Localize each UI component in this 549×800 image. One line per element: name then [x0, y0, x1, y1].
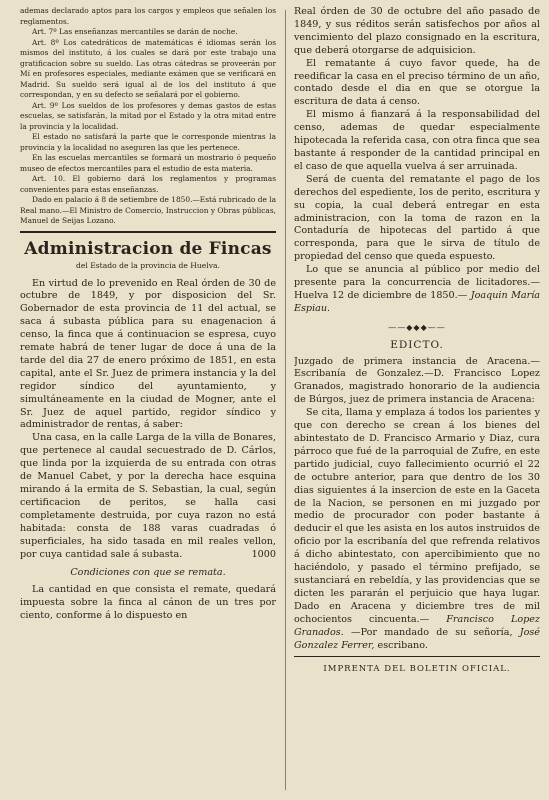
- decree-para: Art. 9º Los sueldos de los profesores y demas gastos de estas escuelas, se satisfarán, la mitad por el Estado y la otra mitad entre la provincia y la localidad.: [20, 100, 276, 131]
- edicto-signature-end: escribano.: [377, 639, 428, 651]
- notice-signature: Joaquin María Espiau.: [294, 289, 540, 314]
- notice-para: Real órden de 30 de octubre del año pasado de 1849, y sus réditos serán satisfechos por años al vencimiento del plazo consignado en la escritura, que deberá otorgarse de adquisicion.: [294, 6, 540, 56]
- ornament-rule: ——◆◆◆——: [388, 322, 446, 332]
- edicto-signature-judge: Francisco Lopez Granados.: [294, 613, 540, 638]
- edicto-body: Se cita, llama y emplaza á todos los parientes y que con derecho se crean á los bienes del abintestato de D. Francisco Armario y Diaz, cura párroco que fué de la parroquial de Zufre, en este partido judicial, cuyo fallecimiento ocurrió el 22 de octubre anterior, para que dentro de los 30 dias siguientes á la insercion de este en la Gaceta de la Nacion, se personen en mi juzgado por medio de procurador con poder bastante á deducir el que les asista en los autos instruidos de oficio por la escribanía del que refrenda relativos á dicho abintestato, con apercibimiento que no haciéndolo, y pasado el término prefijado, se sustanciará en rebeldía, y las providencias que se dicten les pararán el perjuicio que haya lugar. Dado en Aracena y diciembre tres de mil ochocientos cincuenta.—: [294, 407, 540, 625]
- decree-para: En las escuelas mercantiles se formará un mostrario ó pequeño museo de efectos mercantiles para el estudio de esta materia.: [20, 153, 276, 173]
- fincas-notice: [20, 278, 276, 624]
- conditions-title: Condiciones con que se remata.: [70, 567, 226, 579]
- decree-para: Art. 10. El gobierno dará los reglamentos y programas convenientes para estas enseñanzas.: [20, 174, 276, 194]
- property-amount: 1000: [251, 548, 276, 560]
- notice-para: En virtud de lo prevenido en Real órden de 30 de octubre de 1849, y por disposicion del Sr. Gobernador de esta provincia de 11 del actual, se saca á subasta pública para su enagenacion á censo, la finca que á continuacion se espresa, cuyo remate habrá de tener lugar de doce á una de la tarde del dia 27 de enero próximo de 1851, en esta capital, ante el Sr. Juez de primera instancia y la del regidor síndico del ayuntamiento, y simultáneamente en la ciudad de Mogner, ante el Sr. Juez de aquel partido, regidor síndico y administrador de rentas, á saber:: [20, 277, 276, 431]
- footer-rule: [294, 656, 540, 657]
- conditions-para: La cantidad en que consista el remate, quedará impuesta sobre la finca al cánon de un tres por ciento, conforme á lo dispuesto en: [20, 584, 276, 622]
- left-column: [20, 6, 276, 800]
- notice-para: El mismo á fianzará á la responsabilidad del censo, ademas de quedar especialmente hipotecada la referida casa, con otra finca que sea bastante á responder de la cantidad principal en el caso de que aquella vuelva á ser arruinada.: [294, 109, 540, 172]
- section-heading: Administracion de Fincas: [24, 238, 272, 259]
- printer-footer: IMPRENTA DEL BOLETIN OFICIAL.: [323, 664, 511, 675]
- notice-closing: Lo que se anuncia al público por medio del presente para la concurrencia de licitadores.—Huelva 12 de diciembre de 1850.—: [294, 264, 540, 301]
- decree-para: El estado no satisfará la parte que le corresponde mientras la provincia y la localidad no aseguren las que les pertenece.: [20, 132, 276, 152]
- notice-para: Será de cuenta del rematante el pago de los derechos del espediente, los de perito, escritura y su copia, la cual deberá entregar en esta administracion, con la toma de razon en la Contaduría de hipotecas del partido á que corresponda, para que le sirva de título de propiedad del censo que queda espuesto.: [294, 173, 540, 263]
- decree-para: Dado en palacio á 8 de setiembre de 1850.—Está rubricado de la Real mano.—El Ministro de Comercio, Instruccion y Obras públicas, Manuel de Seijas Lozano.: [20, 195, 276, 225]
- fincas-notice-continued: [294, 6, 540, 676]
- edicto-para: Juzgado de primera instancia de Aracena.— Escribanía de Gonzalez.—D. Francisco Lopez Granados, magistrado honorario de la audiencia de Búrgos, juez de primera instancia de Aracena:: [294, 355, 540, 406]
- notice-para: [20, 432, 276, 561]
- edicto-signature-mid: —Por mandado de su señoría,: [350, 626, 513, 638]
- column-divider: [285, 10, 286, 790]
- notice-para: El rematante á cuyo favor quede, ha de reedificar la casa en el preciso término de un año, contado desde el dia en que se otorgue la escritura de data á censo.: [294, 57, 540, 108]
- edicto-para: [294, 407, 540, 652]
- decree-para: ademas declarado aptos para los cargos y empleos que señalen los reglamentos.: [20, 6, 276, 26]
- section-subheading: del Estado de la provincia de Huelva.: [76, 260, 220, 270]
- edicto-title: EDICTO.: [390, 338, 444, 351]
- section-rule: [20, 231, 276, 233]
- decree-para: Art. 7º Las enseñanzas mercantiles se darán de noche.: [32, 27, 238, 36]
- right-column: [294, 6, 540, 800]
- notice-para: [294, 264, 540, 316]
- edicto-signature-clerk: José Gonzalez Ferrer,: [294, 626, 540, 651]
- decree-text: [20, 6, 276, 227]
- property-description: Una casa, en la calle Larga de la villa de Bonares, que pertenece al caudal secuestrado de D. Cárlos, que linda por la izquierda de su entrada con otras de Manuel Cabet, y por la derecha hace esquina mirando á la ermita de S. Sebastian, la cual, según certificacion de peritos, se halla casi completamente destruida, por cuya razon no está habitada: consta de 188 varas cuadradas ó superficiales, ha sido tasada en mil reales vellon, por cuya cantidad sale á subasta.: [20, 432, 276, 560]
- decree-para: Art. 8º Los catedráticos de matemáticas é idiomas serán los mismos del instituto, á los cuales se dará por este trabajo una gratificacion sobre su sueldo. Las otras cátedras se proveerán por Mí en profesores especiales, mediante exámen que se verificará en Madrid. Su sueldo será igual al de los del instituto á que correspondan, y en su defecto se señalará por el gobierno.: [20, 37, 276, 99]
